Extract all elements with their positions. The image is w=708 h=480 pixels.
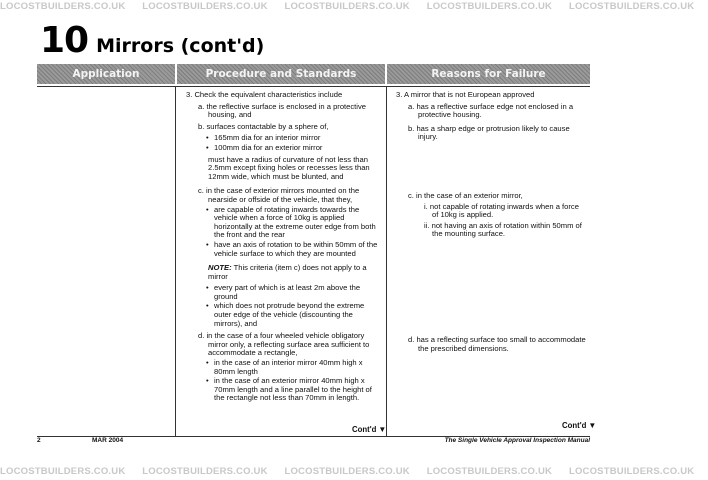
note-text: This criteria (item c) does not apply to a mirror xyxy=(208,263,367,281)
contd-label: Cont'd xyxy=(562,421,587,430)
section-title: Mirrors (cont'd) xyxy=(96,35,265,57)
list-item: • have an axis of rotation to be within 50mm of the vehicle surface to which they are mounted xyxy=(186,241,380,258)
reason-item-c-i: i. not capable of rotating inwards when a force of 10kg is applied. xyxy=(424,201,579,220)
footer-date: MAR 2004 xyxy=(92,437,124,444)
watermark-text: LOCOSTBUILDERS.CO.UK xyxy=(284,1,410,12)
list-item: • which does not protrude beyond the extreme outer edge of the vehicle (discounting the mirrors), and xyxy=(186,302,380,328)
reason-item-c: c. in the case of an exterior mirror, xyxy=(408,190,523,200)
watermark-text: LOCOSTBUILDERS.CO.UK xyxy=(0,466,126,477)
header-reasons: Reasons for Failure xyxy=(387,64,590,84)
column-divider xyxy=(386,86,387,436)
watermark-text: LOCOSTBUILDERS.CO.UK xyxy=(284,466,410,477)
header-procedure: Procedure and Standards xyxy=(177,64,385,84)
procedure-contd xyxy=(352,425,386,434)
watermark-text: LOCOSTBUILDERS.CO.UK xyxy=(568,1,695,12)
list-item: • in the case of an exterior mirror 40mm high x 70mm length and a line parallel to the height of the rectangle not less than 70mm in length. xyxy=(186,377,380,403)
procedure-item-b: b. surfaces contactable by a sphere of, xyxy=(198,121,329,131)
procedure-column xyxy=(186,91,380,406)
list-item: • in the case of an interior mirror 40mm high x 80mm length xyxy=(186,359,380,376)
procedure-item-3: 3. Check the equivalent characteristics include xyxy=(186,90,343,99)
watermark-bottom xyxy=(0,466,695,478)
watermark-text: LOCOSTBUILDERS.CO.UK xyxy=(426,466,553,477)
contd-label: Cont'd xyxy=(352,425,377,434)
watermark-text: LOCOSTBUILDERS.CO.UK xyxy=(0,1,126,12)
watermark-text: LOCOSTBUILDERS.CO.UK xyxy=(568,466,695,477)
reason-item-b: b. has a sharp edge or protrusion likely to cause injury. xyxy=(408,123,570,142)
reason-item-3: 3. A mirror that is not European approved xyxy=(396,90,535,99)
note-label: NOTE: xyxy=(208,263,232,273)
watermark-text: LOCOSTBUILDERS.CO.UK xyxy=(142,466,268,477)
watermark-text: LOCOSTBUILDERS.CO.UK xyxy=(142,1,268,12)
list-item: • every part of which is at least 2m above the ground xyxy=(186,284,380,301)
reasons-contd xyxy=(562,421,596,430)
page-title xyxy=(40,20,264,62)
section-number: 10 xyxy=(40,20,89,61)
procedure-item-c: c. in the case of exterior mirrors mounted on the nearside or offside of the vehicle, that they, xyxy=(198,186,360,204)
watermark-text: LOCOSTBUILDERS.CO.UK xyxy=(426,1,553,12)
reason-item-d: d. has a reflecting surface too small to accommodate the prescribed dimensions. xyxy=(408,334,586,353)
arrow-down-icon: ▼ xyxy=(378,425,387,434)
footer-page-number: 2 xyxy=(37,437,41,444)
watermark-top xyxy=(0,1,695,13)
procedure-item-d: d. in the case of a four wheeled vehicle obligatory mirror only, a reflecting surface area sufficient to accommodate a rectangle, xyxy=(198,331,370,358)
header-application: Application xyxy=(37,64,175,84)
column-divider xyxy=(175,86,176,436)
table-top-rule xyxy=(37,86,590,87)
arrow-down-icon: ▼ xyxy=(588,421,597,430)
list-item: • are capable of rotating inwards towards the vehicle when a force of 10kg is applied horizontally at the extreme outer edge from both the front and the rear xyxy=(186,206,380,240)
reason-item-c-ii: ii. not having an axis of rotation within 50mm of the mounting surface. xyxy=(424,220,582,239)
list-item: • 100mm dia for an exterior mirror xyxy=(186,144,380,153)
footer-manual-title: The Single Vehicle Approval Inspection Manual xyxy=(444,437,590,444)
procedure-item-a: a. the reflective surface is enclosed in a protective housing, and xyxy=(198,101,366,120)
procedure-note xyxy=(186,264,380,281)
reason-item-a: a. has a reflective surface edge not enclosed in a protective housing. xyxy=(408,101,574,120)
procedure-item-b-text: must have a radius of curvature of not less than 2.5mm except fixing holes or recesses less than 12mm wide, which must be blunted, and xyxy=(208,154,370,181)
list-item: • 165mm dia for an interior mirror xyxy=(186,134,380,143)
reasons-column xyxy=(396,91,586,356)
